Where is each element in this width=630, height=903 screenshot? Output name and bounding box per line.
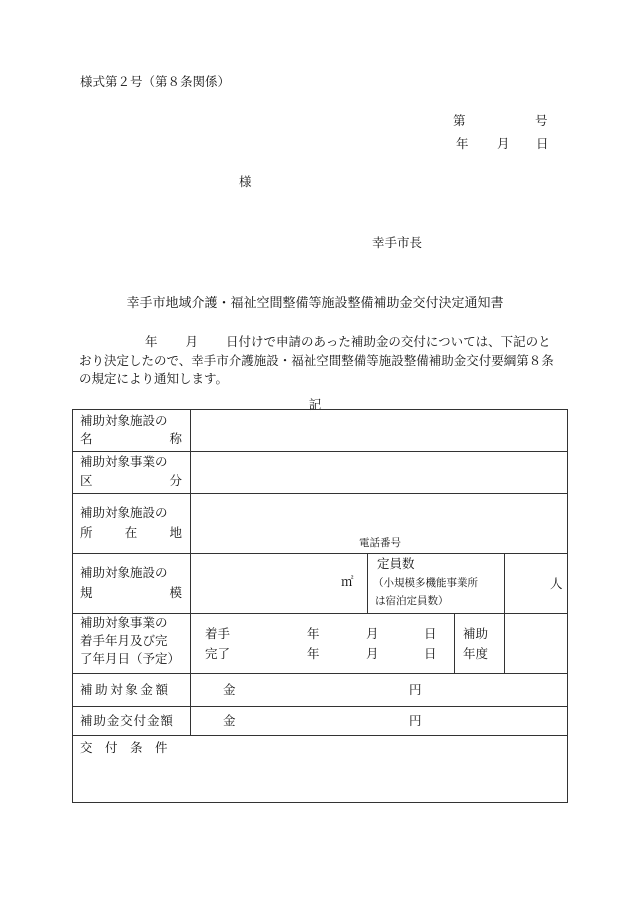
grant-table <box>72 409 568 803</box>
label-char: 在 <box>124 525 138 540</box>
date-year: 年 <box>456 136 469 151</box>
row-divider <box>73 706 567 707</box>
label-char: 所 <box>80 525 93 540</box>
amount-grant-label: 補助金交付金額 <box>80 713 174 728</box>
project-type-label-line2 <box>80 472 182 490</box>
document-title: 幸手市地域介護・福祉空間整備等施設整備補助金交付決定通知書 <box>126 296 504 311</box>
notice-body <box>79 333 563 389</box>
row-divider <box>73 735 567 736</box>
form-number: 様式第２号（第８条関係） <box>80 74 231 89</box>
date-day: 日 <box>536 136 549 151</box>
addressee-suffix: 様 <box>239 174 252 189</box>
location-label-line2 <box>80 524 182 542</box>
row-divider <box>73 673 567 674</box>
capacity-label: 定員数 <box>377 556 415 571</box>
number-dai: 第 <box>453 113 466 128</box>
conditions-label: 交 付 条 件 <box>80 740 168 755</box>
label-char: 地 <box>169 525 182 540</box>
column-divider <box>190 410 191 735</box>
column-divider <box>504 613 505 673</box>
ki-heading: 記 <box>308 397 322 412</box>
date-month: 月 <box>497 136 510 151</box>
end-month: 月 <box>366 646 379 661</box>
column-divider <box>504 553 505 613</box>
facility-name-label-line2 <box>80 430 182 448</box>
row-divider <box>73 493 567 494</box>
number-go: 号 <box>535 113 548 128</box>
start-label: 着手 <box>205 626 231 641</box>
start-day: 日 <box>424 626 437 641</box>
label-char: 規 <box>80 585 93 600</box>
scale-label-line1: 補助対象施設の <box>80 565 168 580</box>
end-day: 日 <box>424 646 437 661</box>
label-char: 分 <box>169 473 182 488</box>
body-text: 日付けで申請のあった補助金の交付については、下記のとおり決定したので、幸手市介護施設・福祉空間整備等施設整備補助金交付要綱第８条の規定により通知します。 <box>79 334 554 386</box>
amount-target-yen: 円 <box>409 682 422 697</box>
project-type-label-line1: 補助対象事業の <box>80 454 168 469</box>
capacity-note-line1: （小規模多機能事業所 <box>373 577 478 589</box>
dates-label-line2: 着手年月及び完 <box>80 633 168 648</box>
start-year: 年 <box>307 626 320 641</box>
location-label-line1: 補助対象施設の <box>80 505 168 520</box>
area-unit: ㎡ <box>341 574 354 589</box>
phone-label: 電話番号 <box>359 537 401 549</box>
dates-label-line3: 了年月日（予定） <box>80 651 181 666</box>
amount-grant-yen: 円 <box>409 713 422 728</box>
amount-target-kin: 金 <box>223 682 236 697</box>
row-divider <box>73 553 567 554</box>
end-label: 完了 <box>205 646 231 661</box>
label-char: 模 <box>169 585 182 600</box>
label-char: 名 <box>80 431 93 446</box>
column-divider <box>367 553 368 613</box>
fiscal-label-line2: 年度 <box>463 646 489 661</box>
people-unit: 人 <box>550 576 563 591</box>
scale-label-line2 <box>80 584 182 602</box>
column-divider <box>454 613 455 673</box>
issuer: 幸手市長 <box>372 235 423 250</box>
body-month: 月 <box>185 334 199 349</box>
end-year: 年 <box>307 646 320 661</box>
start-month: 月 <box>366 626 379 641</box>
row-divider <box>73 451 567 452</box>
body-year: 年 <box>145 334 158 349</box>
capacity-note-line2: は宿泊定員数） <box>375 595 449 607</box>
dates-label-line1: 補助対象事業の <box>80 615 168 630</box>
fiscal-label-line1: 補助 <box>463 626 489 641</box>
label-char: 区 <box>80 473 93 488</box>
amount-grant-kin: 金 <box>223 713 236 728</box>
amount-target-label: 補助対象金額 <box>80 682 171 697</box>
facility-name-label-line1: 補助対象施設の <box>80 413 168 428</box>
label-char: 称 <box>169 431 182 446</box>
